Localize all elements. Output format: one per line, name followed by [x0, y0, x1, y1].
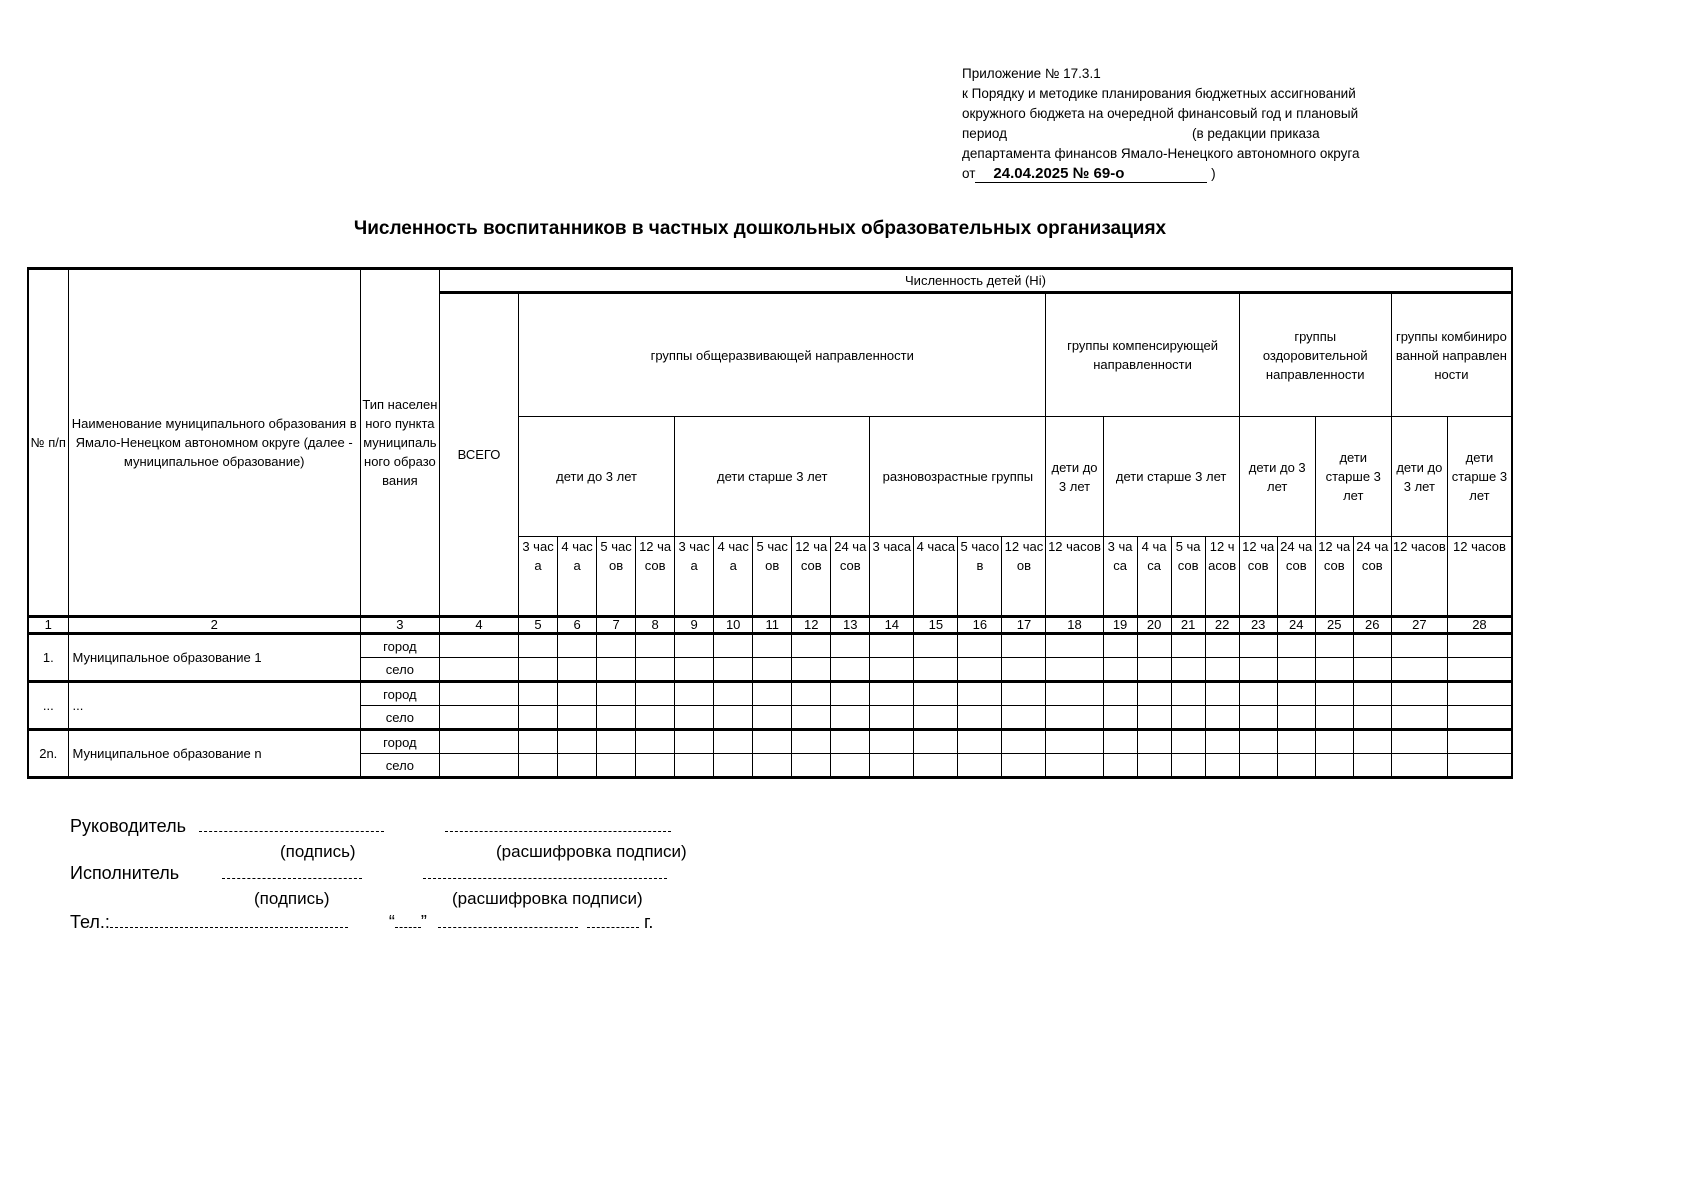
data-cell[interactable]	[1171, 730, 1205, 754]
data-cell[interactable]	[1447, 754, 1512, 778]
phone-line[interactable]	[110, 913, 348, 928]
data-cell[interactable]	[597, 730, 636, 754]
data-cell[interactable]	[1137, 634, 1171, 658]
column-number: 14	[870, 617, 914, 634]
data-cell[interactable]	[753, 706, 792, 730]
data-cell[interactable]	[870, 658, 914, 682]
data-cell[interactable]	[1002, 682, 1046, 706]
column-number: 27	[1391, 617, 1447, 634]
settlement-type: село	[360, 754, 439, 778]
header-hours: 12 часов	[1447, 537, 1512, 617]
executor-signature-hint: (подпись)	[254, 889, 330, 908]
header-hours: 12 часов	[1391, 537, 1447, 617]
column-number: 11	[753, 617, 792, 634]
column-number: 28	[1447, 617, 1512, 634]
data-cell[interactable]	[675, 634, 714, 658]
data-cell[interactable]	[636, 730, 675, 754]
data-cell[interactable]	[519, 634, 558, 658]
column-number: 23	[1239, 617, 1277, 634]
column-number: 17	[1002, 617, 1046, 634]
data-cell[interactable]	[1137, 754, 1171, 778]
report-table	[27, 267, 1513, 779]
data-cell[interactable]	[1239, 682, 1277, 706]
data-cell[interactable]	[1391, 754, 1447, 778]
appendix-period: период	[962, 126, 1007, 141]
header-general-groups: группы общеразвивающей направленности	[519, 293, 1046, 417]
header-hours: 4 часа	[558, 537, 597, 617]
data-cell[interactable]	[914, 730, 958, 754]
municipality-name: Муниципальное образование 1	[68, 634, 360, 682]
column-number: 5	[519, 617, 558, 634]
data-cell[interactable]	[1046, 682, 1103, 706]
data-cell[interactable]	[958, 658, 1002, 682]
data-cell[interactable]	[714, 658, 753, 682]
data-cell[interactable]	[597, 634, 636, 658]
settlement-type: село	[360, 658, 439, 682]
data-cell[interactable]	[558, 730, 597, 754]
header-hours: 5 часов	[597, 537, 636, 617]
data-cell[interactable]	[753, 682, 792, 706]
header-comp-over3: дети старше 3 лет	[1103, 417, 1239, 537]
data-cell[interactable]	[636, 682, 675, 706]
municipality-name: Муниципальное образование n	[68, 730, 360, 778]
header-comb-under3: дети до 3 лет	[1391, 417, 1447, 537]
data-cell[interactable]	[597, 706, 636, 730]
data-cell[interactable]	[636, 658, 675, 682]
data-cell[interactable]	[1239, 658, 1277, 682]
header-municipality: Наименование муниципального образования в Ямало-Ненецком автономном округе (далее - муниципальное образование)	[68, 269, 360, 617]
data-cell[interactable]	[1239, 706, 1277, 730]
data-cell[interactable]	[1391, 682, 1447, 706]
data-cell[interactable]	[558, 658, 597, 682]
data-cell[interactable]	[792, 754, 831, 778]
column-number: 18	[1046, 617, 1103, 634]
data-cell[interactable]	[519, 658, 558, 682]
data-cell[interactable]	[1315, 682, 1353, 706]
data-cell[interactable]	[753, 634, 792, 658]
appendix-line: окружного бюджета на очередной финансовый год и плановый	[962, 106, 1359, 121]
column-number: 12	[792, 617, 831, 634]
data-cell[interactable]	[870, 634, 914, 658]
header-settlement-type: Тип населенного пункта муниципального образования	[360, 269, 439, 617]
data-cell[interactable]	[753, 658, 792, 682]
data-cell[interactable]	[714, 706, 753, 730]
column-number: 7	[597, 617, 636, 634]
data-cell[interactable]	[1103, 730, 1137, 754]
column-number: 15	[914, 617, 958, 634]
data-cell[interactable]	[1239, 754, 1277, 778]
data-cell[interactable]	[1171, 634, 1205, 658]
header-hours: 12 часов	[1002, 537, 1046, 617]
data-cell[interactable]	[1353, 754, 1391, 778]
page-title: Численность воспитанников в частных дошкольных образовательных организациях	[353, 218, 1167, 239]
header-hours: 12 часов	[636, 537, 675, 617]
data-cell[interactable]	[1315, 754, 1353, 778]
header-hours: 4 часа	[1137, 537, 1171, 617]
data-cell[interactable]	[1171, 706, 1205, 730]
data-cell[interactable]	[439, 658, 518, 682]
data-cell[interactable]	[914, 754, 958, 778]
phone-date-row	[70, 912, 653, 933]
executor-signature-line[interactable]	[222, 864, 362, 879]
phone-label: Тел.:	[70, 912, 110, 932]
data-cell[interactable]	[1046, 706, 1103, 730]
data-cell[interactable]	[558, 682, 597, 706]
row-number: ...	[28, 682, 68, 730]
data-cell[interactable]	[714, 754, 753, 778]
header-comp-under3: дети до 3 лет	[1046, 417, 1103, 537]
header-compensating-groups: группы компенсирующей направленности	[1046, 293, 1239, 417]
data-cell[interactable]	[675, 658, 714, 682]
data-cell[interactable]	[1103, 634, 1137, 658]
header-hours: 4 часа	[714, 537, 753, 617]
data-cell[interactable]	[1137, 706, 1171, 730]
appendix-edition: (в редакции приказа	[1191, 126, 1320, 141]
column-number: 3	[360, 617, 439, 634]
data-cell[interactable]	[1277, 706, 1315, 730]
head-signature-row	[70, 816, 671, 837]
column-number: 2	[68, 617, 360, 634]
data-cell[interactable]	[958, 682, 1002, 706]
data-cell[interactable]	[519, 706, 558, 730]
header-hours: 12 часов	[1239, 537, 1277, 617]
appendix-line: департамента финансов Ямало-Ненецкого автономного округа	[962, 146, 1360, 161]
header-comb-over3: дети старше 3 лет	[1447, 417, 1512, 537]
data-cell[interactable]	[597, 754, 636, 778]
data-cell[interactable]	[1277, 658, 1315, 682]
data-cell[interactable]	[958, 730, 1002, 754]
table-row	[28, 730, 1512, 754]
data-cell[interactable]	[870, 730, 914, 754]
data-cell[interactable]	[1205, 682, 1239, 706]
data-cell[interactable]	[792, 682, 831, 706]
data-cell[interactable]	[1447, 706, 1512, 730]
data-cell[interactable]	[1447, 730, 1512, 754]
appendix-line: Приложение № 17.3.1	[962, 66, 1101, 81]
head-signature-hint: (подпись)	[280, 842, 356, 861]
data-cell[interactable]	[1353, 634, 1391, 658]
column-number: 19	[1103, 617, 1137, 634]
data-cell[interactable]	[1447, 658, 1512, 682]
data-cell[interactable]	[1205, 706, 1239, 730]
data-cell[interactable]	[1277, 730, 1315, 754]
data-cell[interactable]	[439, 682, 518, 706]
header-num: № п/п	[28, 269, 68, 617]
data-cell[interactable]	[1205, 658, 1239, 682]
header-health-under3: дети до 3 лет	[1239, 417, 1315, 537]
head-label: Руководитель	[70, 816, 186, 836]
data-cell[interactable]	[1046, 658, 1103, 682]
data-cell[interactable]	[914, 682, 958, 706]
data-cell[interactable]	[519, 754, 558, 778]
data-cell[interactable]	[1046, 634, 1103, 658]
data-cell[interactable]	[439, 754, 518, 778]
data-cell[interactable]	[831, 682, 870, 706]
data-cell[interactable]	[1205, 634, 1239, 658]
data-cell[interactable]	[831, 658, 870, 682]
month-line[interactable]	[438, 913, 578, 928]
column-number: 21	[1171, 617, 1205, 634]
municipality-name: ...	[68, 682, 360, 730]
executor-label: Исполнитель	[70, 863, 180, 883]
header-hours: 5 часов	[958, 537, 1002, 617]
data-cell[interactable]	[636, 634, 675, 658]
data-cell[interactable]	[870, 754, 914, 778]
row-number: 1.	[28, 634, 68, 682]
header-health-over3: дети старше 3 лет	[1315, 417, 1391, 537]
column-number: 9	[675, 617, 714, 634]
data-cell[interactable]	[1171, 658, 1205, 682]
appendix-line	[962, 124, 1482, 144]
table-row	[28, 634, 1512, 658]
data-cell[interactable]	[914, 706, 958, 730]
data-cell[interactable]	[558, 706, 597, 730]
data-cell[interactable]	[714, 682, 753, 706]
header-hours: 3 часа	[870, 537, 914, 617]
executor-decode-line[interactable]	[423, 864, 667, 879]
data-cell[interactable]	[1277, 754, 1315, 778]
column-number: 13	[831, 617, 870, 634]
header-mixed-age: разновозрастные группы	[870, 417, 1046, 537]
data-cell[interactable]	[1103, 754, 1137, 778]
header-health-groups: группы оздоровительной направленности	[1239, 293, 1391, 417]
head-decode-line[interactable]	[445, 817, 671, 832]
data-cell[interactable]	[1353, 682, 1391, 706]
appendix-line: к Порядку и методике планирования бюджетных ассигнований	[962, 86, 1356, 101]
column-number: 6	[558, 617, 597, 634]
data-cell[interactable]	[1277, 682, 1315, 706]
data-cell[interactable]	[1391, 730, 1447, 754]
quote-open: “	[388, 912, 395, 932]
head-signature-line[interactable]	[199, 817, 384, 832]
data-cell[interactable]	[914, 658, 958, 682]
data-cell[interactable]	[1103, 706, 1137, 730]
order-date: 24.04.2025 № 69-о	[975, 166, 1207, 183]
data-cell[interactable]	[914, 634, 958, 658]
header-hours: 12 часов	[1046, 537, 1103, 617]
data-cell[interactable]	[636, 706, 675, 730]
data-cell[interactable]	[792, 658, 831, 682]
header-hours: 12 часов	[792, 537, 831, 617]
data-cell[interactable]	[870, 706, 914, 730]
year-suffix: г.	[643, 912, 654, 932]
data-cell[interactable]	[675, 730, 714, 754]
column-number: 22	[1205, 617, 1239, 634]
row-number: 2n.	[28, 730, 68, 778]
data-cell[interactable]	[1137, 730, 1171, 754]
data-cell[interactable]	[1171, 754, 1205, 778]
header-hours: 12 часов	[1315, 537, 1353, 617]
data-cell[interactable]	[636, 754, 675, 778]
settlement-type: город	[360, 682, 439, 706]
header-over3: дети старше 3 лет	[675, 417, 870, 537]
data-cell[interactable]	[792, 730, 831, 754]
column-number: 24	[1277, 617, 1315, 634]
data-cell[interactable]	[519, 730, 558, 754]
data-cell[interactable]	[1002, 658, 1046, 682]
data-cell[interactable]	[792, 634, 831, 658]
data-cell[interactable]	[958, 634, 1002, 658]
appendix-note	[962, 64, 1482, 184]
data-cell[interactable]	[1315, 730, 1353, 754]
data-cell[interactable]	[1137, 682, 1171, 706]
appendix-line	[962, 164, 1482, 184]
data-cell[interactable]	[1447, 634, 1512, 658]
data-cell[interactable]	[1277, 634, 1315, 658]
header-hours: 5 часов	[1171, 537, 1205, 617]
header-hours: 5 часов	[753, 537, 792, 617]
header-hours: 3 часа	[675, 537, 714, 617]
data-cell[interactable]	[1205, 754, 1239, 778]
year-line[interactable]	[587, 913, 639, 928]
settlement-type: город	[360, 730, 439, 754]
executor-signature-row	[70, 863, 667, 884]
header-hours: 24 часов	[1277, 537, 1315, 617]
header-total: ВСЕГО	[439, 293, 518, 617]
executor-decode-hint: (расшифровка подписи)	[452, 889, 643, 908]
data-cell[interactable]	[714, 634, 753, 658]
data-cell[interactable]	[1171, 682, 1205, 706]
data-cell[interactable]	[675, 682, 714, 706]
data-cell[interactable]	[1353, 658, 1391, 682]
header-hours: 3 часа	[1103, 537, 1137, 617]
data-cell[interactable]	[597, 658, 636, 682]
data-cell[interactable]	[558, 754, 597, 778]
data-cell[interactable]	[597, 682, 636, 706]
column-number: 26	[1353, 617, 1391, 634]
data-cell[interactable]	[1002, 730, 1046, 754]
data-cell[interactable]	[831, 706, 870, 730]
quote-close: ”	[420, 912, 427, 932]
data-cell[interactable]	[1137, 658, 1171, 682]
column-number: 25	[1315, 617, 1353, 634]
data-cell[interactable]	[1046, 730, 1103, 754]
data-cell[interactable]	[753, 730, 792, 754]
header-hours: 24 часов	[831, 537, 870, 617]
column-number: 16	[958, 617, 1002, 634]
data-cell[interactable]	[1103, 682, 1137, 706]
column-numbers-row	[28, 617, 1512, 634]
data-cell[interactable]	[439, 730, 518, 754]
data-cell[interactable]	[1239, 730, 1277, 754]
data-cell[interactable]	[1353, 706, 1391, 730]
column-number: 20	[1137, 617, 1171, 634]
data-cell[interactable]	[1002, 706, 1046, 730]
column-number: 10	[714, 617, 753, 634]
data-cell[interactable]	[1002, 754, 1046, 778]
head-decode-hint: (расшифровка подписи)	[496, 842, 687, 861]
header-combined-groups: группы комбинированной направленности	[1391, 293, 1512, 417]
day-line[interactable]	[395, 913, 421, 928]
appendix-from: от	[962, 166, 976, 181]
data-cell[interactable]	[1103, 658, 1137, 682]
data-cell[interactable]	[792, 706, 831, 730]
header-hours: 3 часа	[519, 537, 558, 617]
data-cell[interactable]	[1315, 706, 1353, 730]
data-cell[interactable]	[439, 706, 518, 730]
data-cell[interactable]	[1239, 634, 1277, 658]
data-cell[interactable]	[1353, 730, 1391, 754]
data-cell[interactable]	[870, 682, 914, 706]
data-cell[interactable]	[958, 754, 1002, 778]
column-number: 4	[439, 617, 518, 634]
data-cell[interactable]	[1205, 730, 1239, 754]
appendix-close: )	[1211, 166, 1216, 181]
header-children-count: Численность детей (Нi)	[439, 269, 1512, 293]
header-under3: дети до 3 лет	[519, 417, 675, 537]
header-hours: 12 часов	[1205, 537, 1239, 617]
header-hours: 4 часа	[914, 537, 958, 617]
data-cell[interactable]	[1046, 754, 1103, 778]
column-number: 8	[636, 617, 675, 634]
data-cell[interactable]	[1391, 706, 1447, 730]
data-cell[interactable]	[753, 754, 792, 778]
settlement-type: город	[360, 634, 439, 658]
data-cell[interactable]	[1391, 658, 1447, 682]
data-cell[interactable]	[675, 754, 714, 778]
data-cell[interactable]	[831, 634, 870, 658]
data-cell[interactable]	[831, 754, 870, 778]
settlement-type: село	[360, 706, 439, 730]
data-cell[interactable]	[958, 706, 1002, 730]
header-hours: 24 часов	[1353, 537, 1391, 617]
data-cell[interactable]	[714, 730, 753, 754]
column-number: 1	[28, 617, 68, 634]
data-cell[interactable]	[439, 634, 518, 658]
data-cell[interactable]	[831, 730, 870, 754]
data-cell[interactable]	[675, 706, 714, 730]
table-row	[28, 682, 1512, 706]
data-cell[interactable]	[519, 682, 558, 706]
data-cell[interactable]	[1315, 634, 1353, 658]
data-cell[interactable]	[1447, 682, 1512, 706]
data-cell[interactable]	[1391, 634, 1447, 658]
data-cell[interactable]	[1002, 634, 1046, 658]
data-cell[interactable]	[1315, 658, 1353, 682]
data-cell[interactable]	[558, 634, 597, 658]
